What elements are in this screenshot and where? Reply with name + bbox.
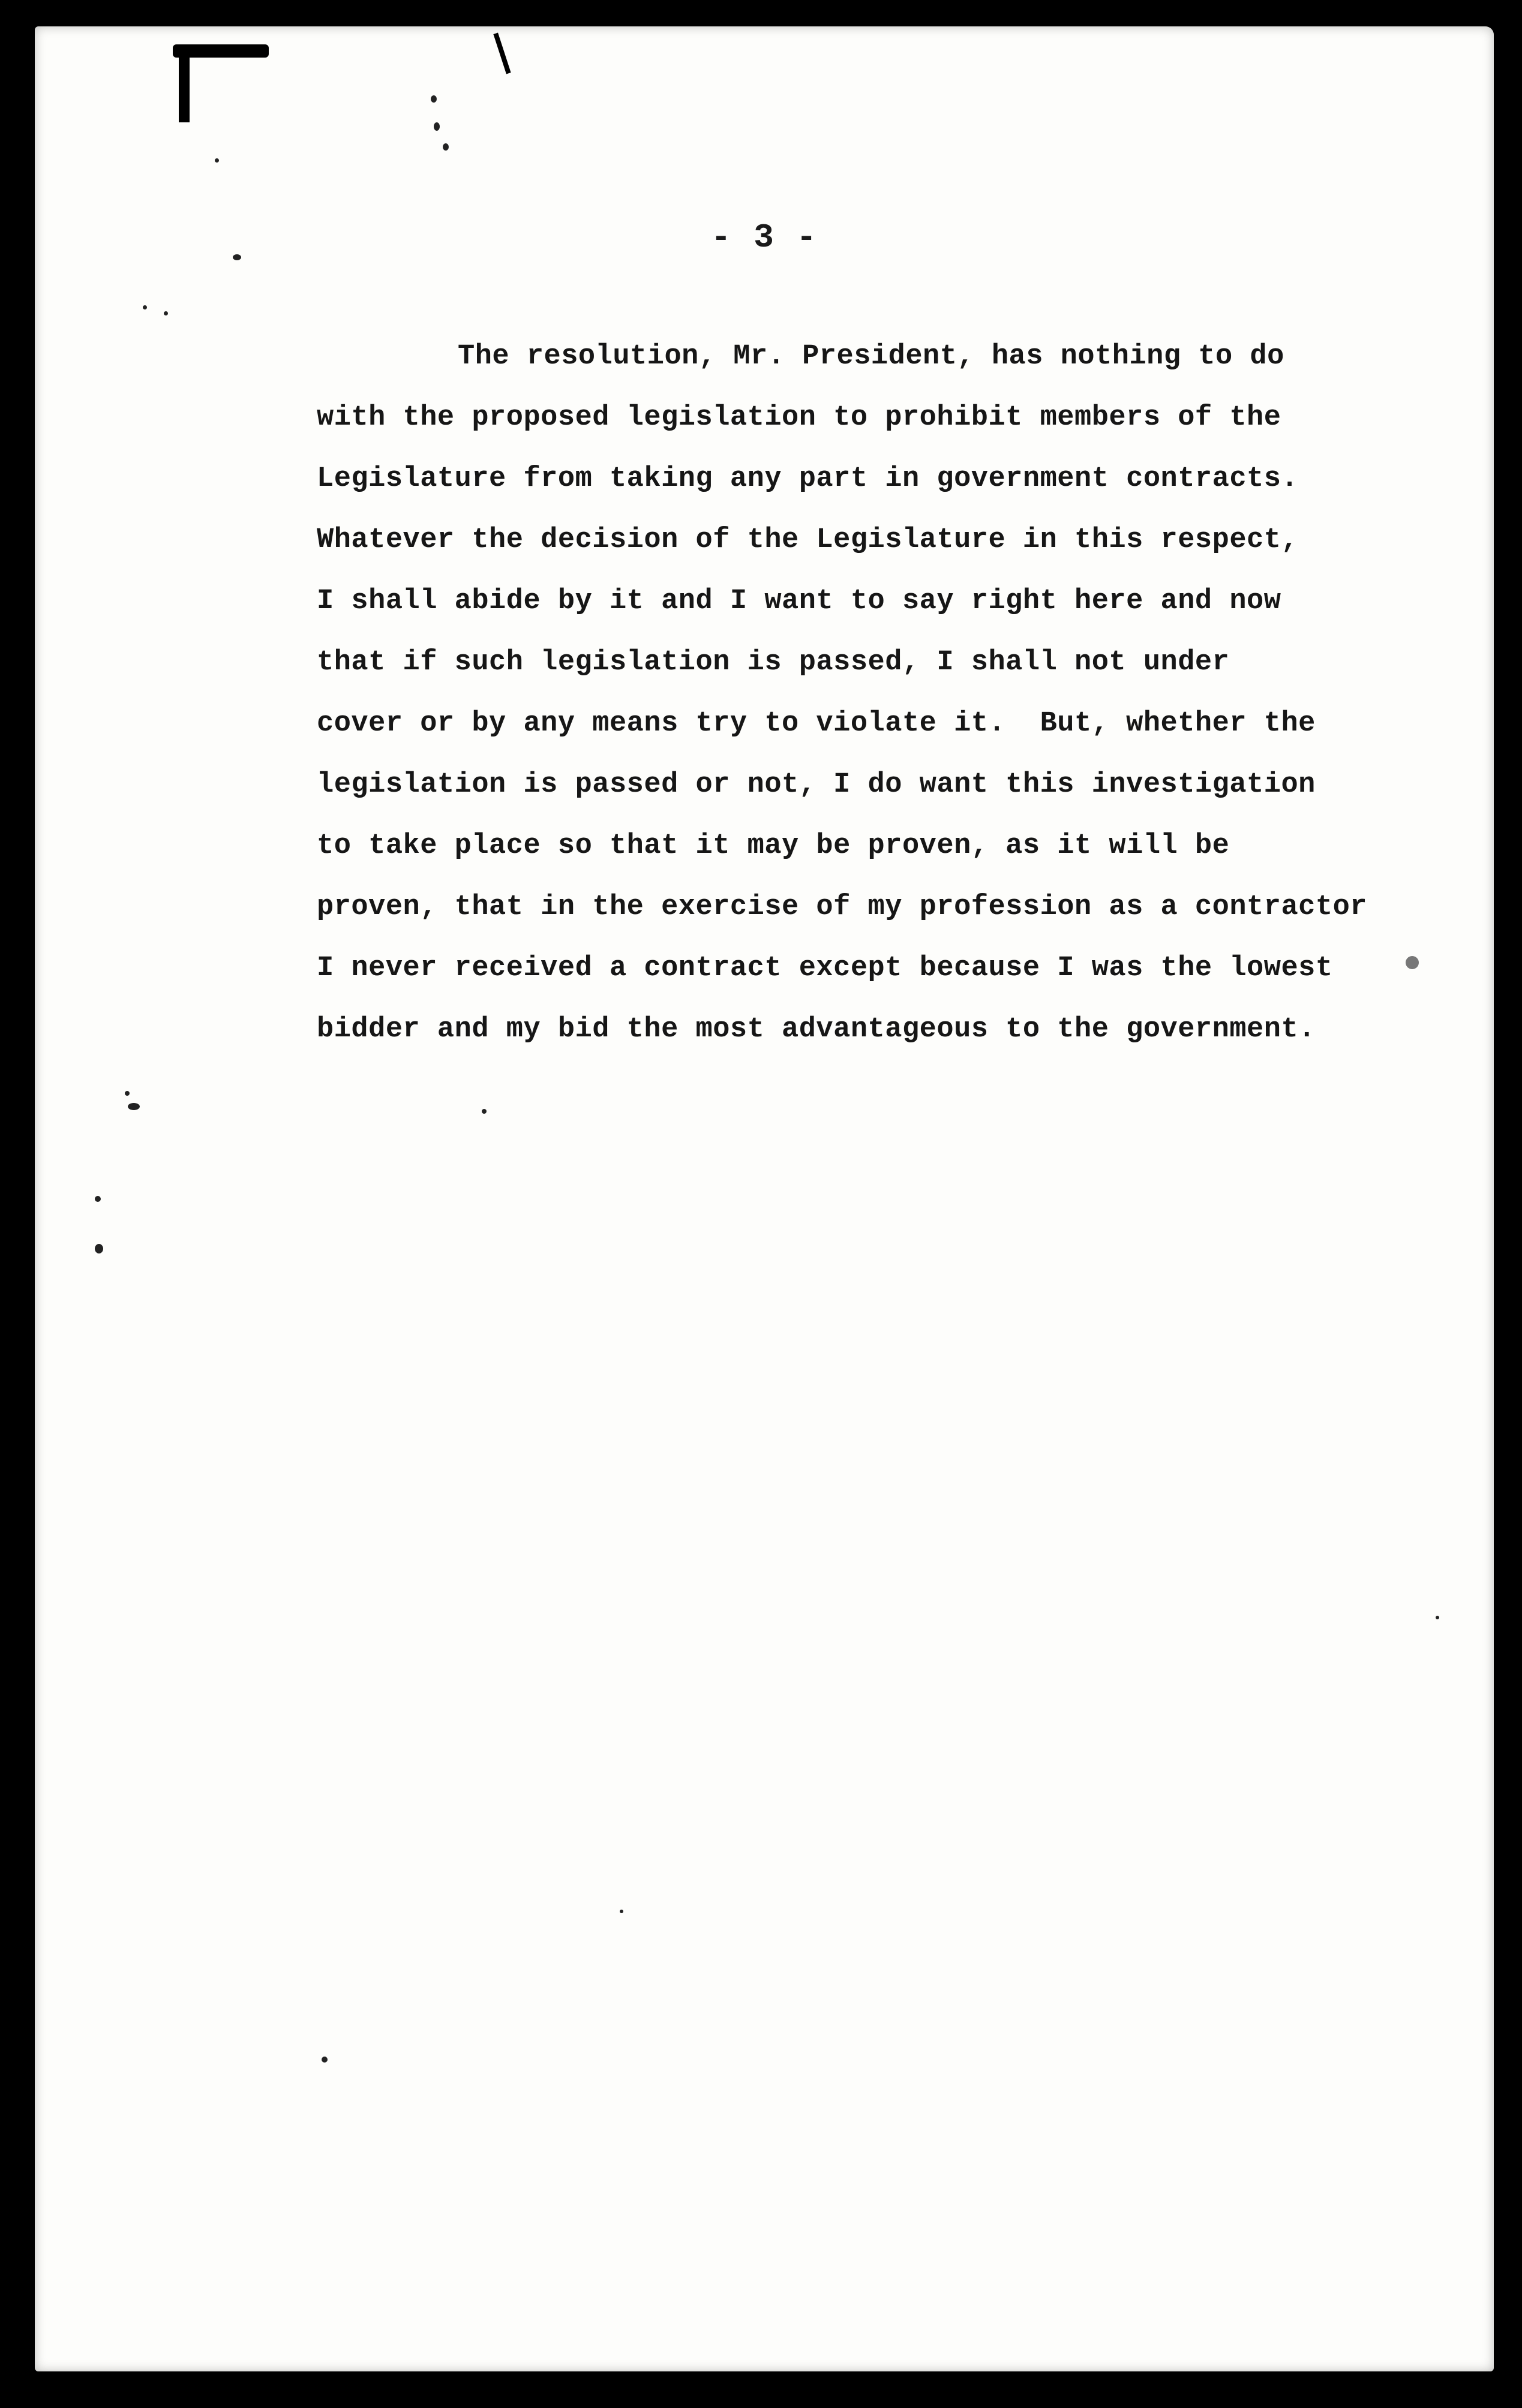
ink-speck — [143, 305, 147, 309]
scan-damage-mark — [173, 44, 269, 58]
typed-page — [35, 26, 1494, 2371]
text-line: I never received a contract except because I was the lowest — [317, 952, 1333, 984]
ink-speck — [620, 1910, 623, 1913]
ink-speck — [125, 1091, 130, 1096]
ink-speck — [443, 143, 449, 151]
ink-speck — [322, 2057, 328, 2063]
text-line: legislation is passed or not, I do want this investigation — [317, 769, 1316, 801]
ink-speck — [128, 1103, 140, 1110]
ink-speck — [1436, 1616, 1439, 1619]
ink-speck — [482, 1109, 487, 1114]
text-line: cover or by any means try to violate it. But, whether the — [317, 708, 1316, 739]
ink-speck — [164, 311, 168, 315]
paragraph — [317, 326, 1469, 1060]
ink-speck — [434, 122, 440, 131]
text-line: with the proposed legislation to prohibit members of the — [317, 402, 1281, 434]
text-line: Legislature from taking any part in government contracts. — [317, 463, 1299, 495]
ink-speck — [215, 158, 219, 163]
text-line: proven, that in the exercise of my profession as a contractor — [317, 891, 1367, 923]
text-line: The resolution, Mr. President, has nothing to do — [458, 341, 1284, 372]
ink-speck — [95, 1244, 103, 1253]
text-line: Whatever the decision of the Legislature in this respect, — [317, 524, 1299, 556]
scan-damage-mark — [179, 56, 190, 122]
ink-speck — [95, 1196, 101, 1202]
text-line: to take place so that it may be proven, as it will be — [317, 830, 1230, 862]
scan-damage-mark — [493, 32, 511, 74]
page-number: - 3 - — [710, 218, 818, 257]
text-line: I shall abide by it and I want to say right here and now — [317, 585, 1281, 617]
text-line: that if such legislation is passed, I shall not under — [317, 647, 1230, 678]
ink-speck — [431, 95, 437, 103]
text-line: bidder and my bid the most advantageous to the government. — [317, 1014, 1316, 1045]
